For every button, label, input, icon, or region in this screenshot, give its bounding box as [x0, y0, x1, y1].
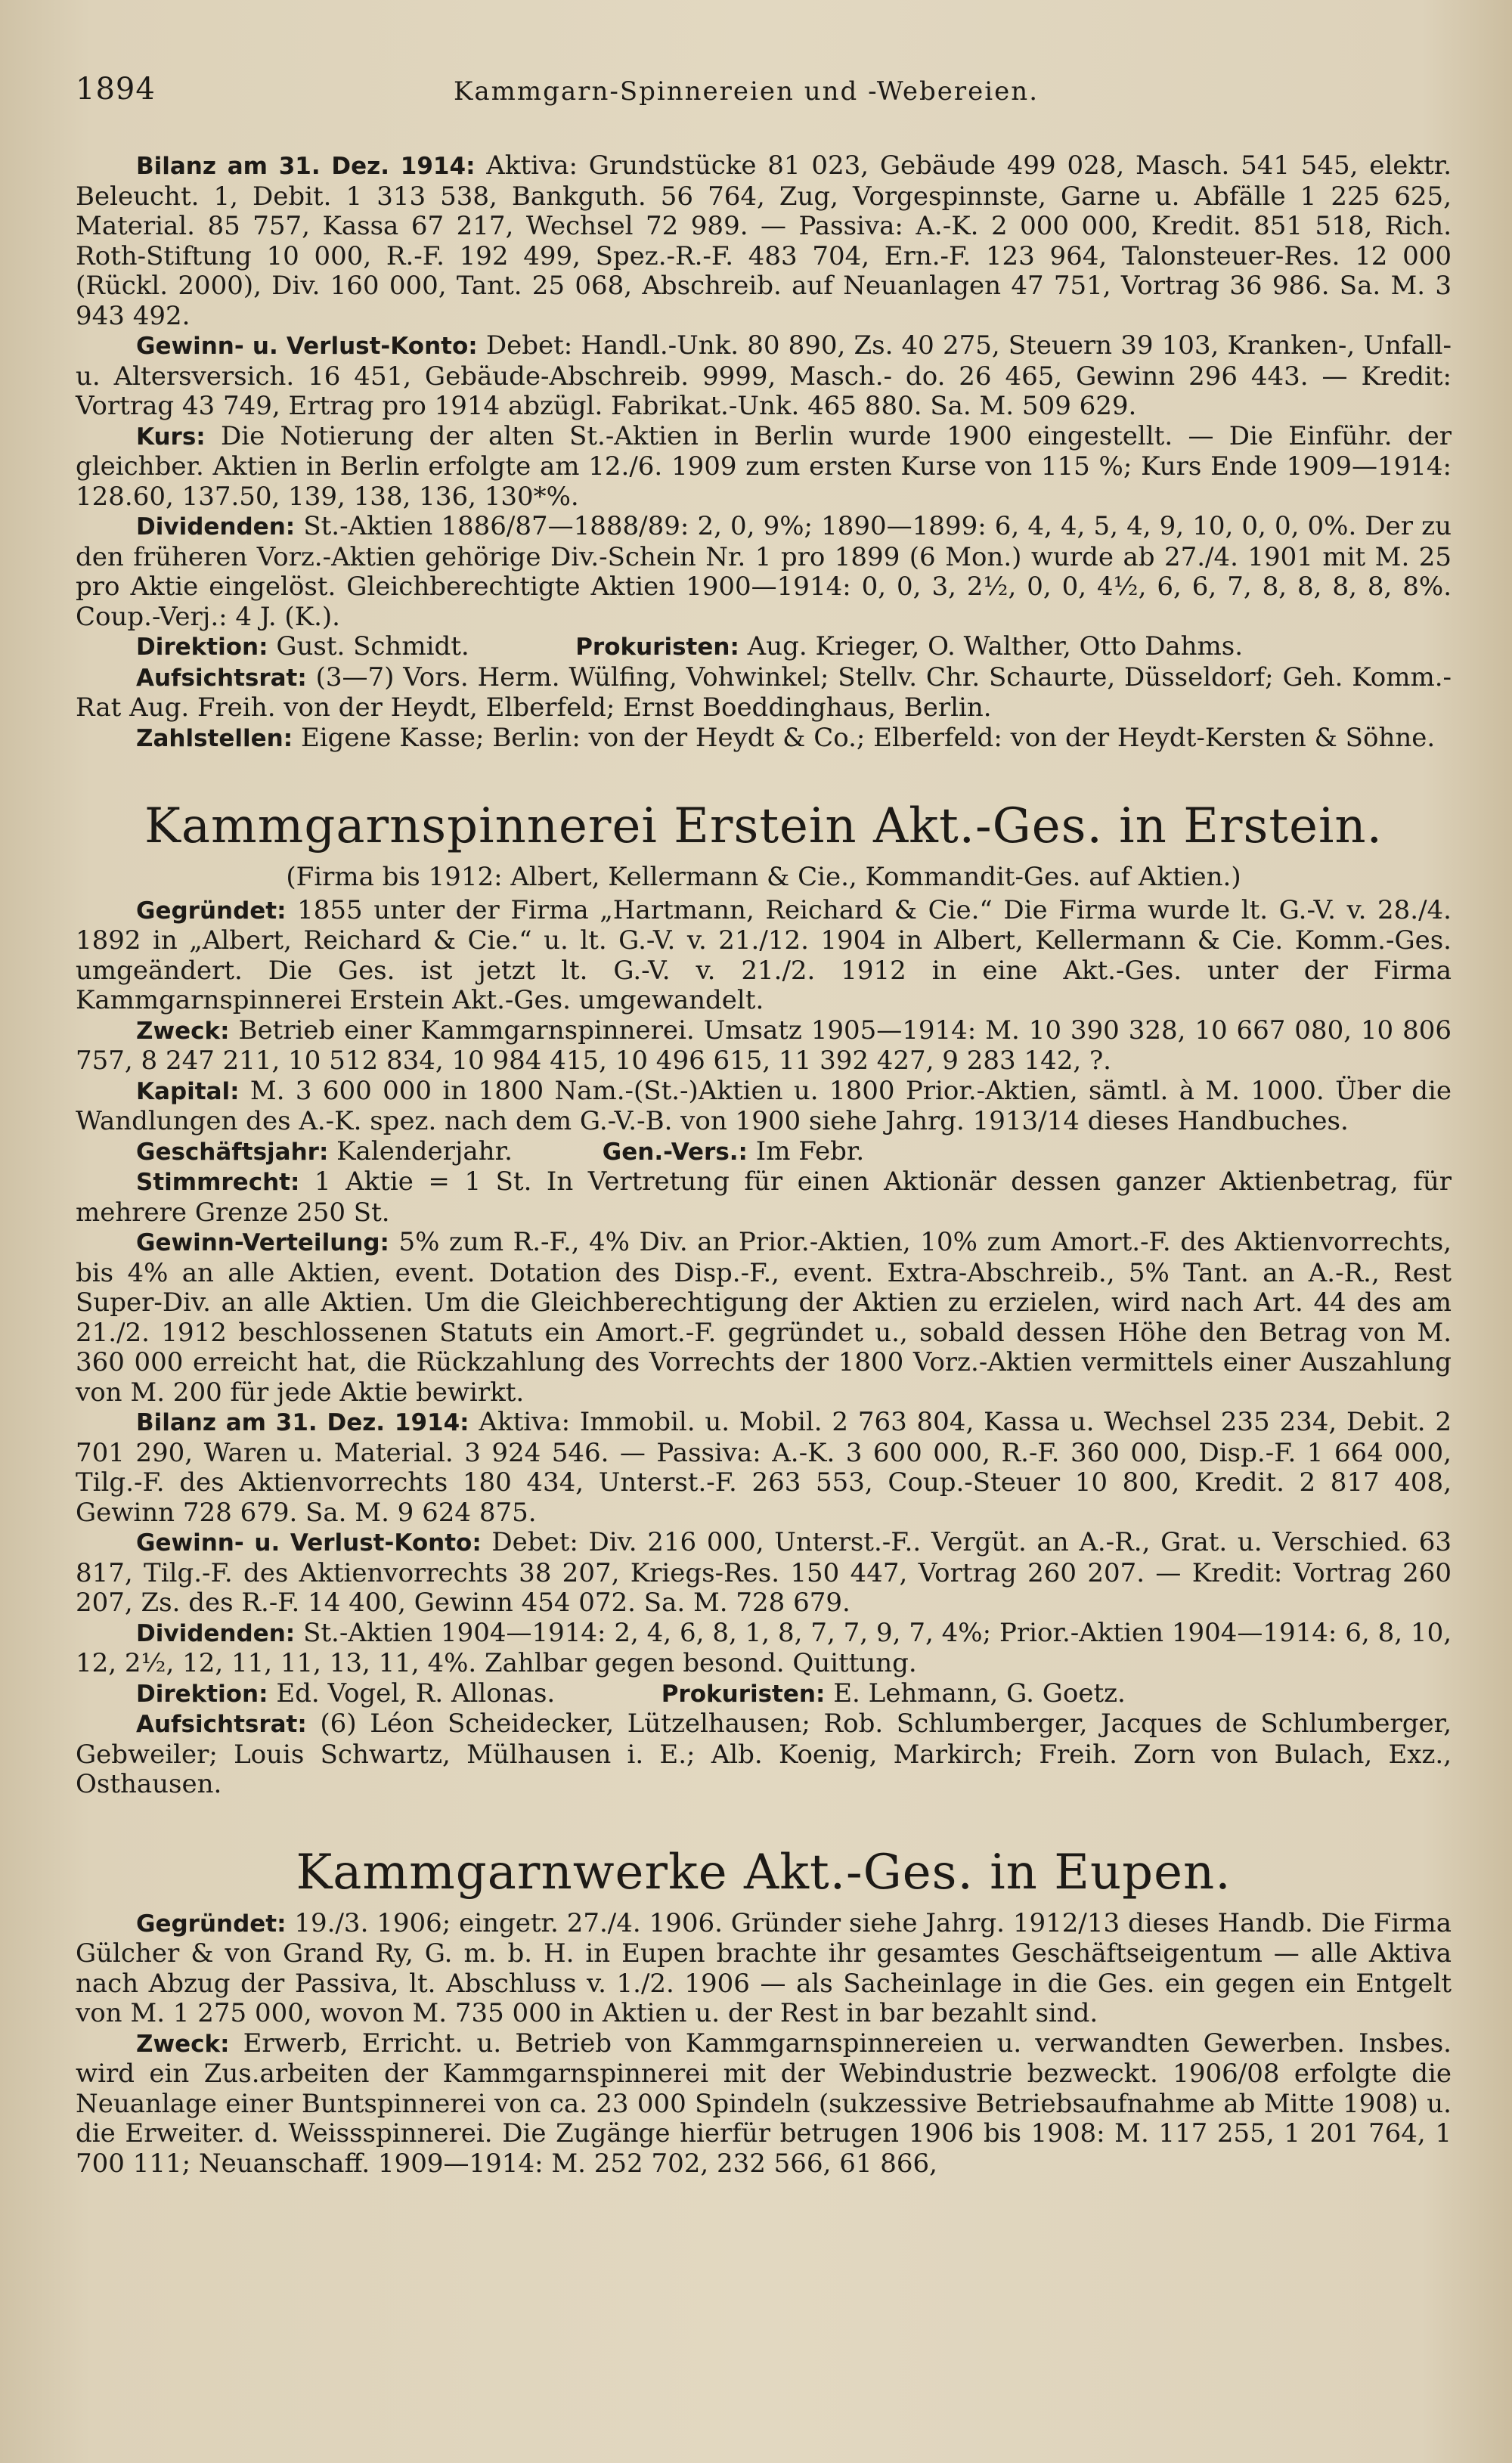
gegruendet-label: Gegründet: — [136, 897, 287, 925]
zahlstellen-paragraph — [76, 723, 1452, 754]
geschaeftsjahr-paragraph — [76, 1137, 1452, 1168]
zweck-text: Betrieb einer Kammgarnspinnerei. Umsatz 1905—1914: M. 10 390 328, 10 667 080, 10 806 757, 8 247 211, 10 512 834, 10 984 415, 10 496 615, 11 392 427, 9 283 142, ?. — [76, 1015, 1452, 1076]
direktion-erstein-paragraph — [76, 1679, 1452, 1710]
kapital-text: M. 3 600 000 in 1800 Nam.-(St.-)Aktien u. 1800 Prior.-Aktien, sämtl. à M. 1000. Über die Wandlungen des A.-K. spez. nach dem G.-V.-B. von 1900 siehe Jahrg. 1913/14 dieses Handbuches. — [76, 1075, 1452, 1136]
gewinn-verlust-erstein-label: Gewinn- u. Verlust-Konto: — [136, 1529, 482, 1557]
aufsichtsrat-erstein-label: Aufsichtsrat: — [136, 1711, 307, 1738]
company-title-eupen: Kammgarnwerke Akt.-Ges. in Eupen. — [296, 1844, 1232, 1901]
zweck-paragraph — [76, 1016, 1452, 1077]
kurs-text: Die Notierung der alten St.-Aktien in Berlin wurde 1900 eingestellt. — Die Einführ. der gleichber. Aktien in Berlin erfolgte am 12./6. 1909 zum ersten Kurse von 115 %; Kurs Ende 1909—1914: 128.60, 137.50, 139, 138, 136, 130*%. — [76, 420, 1452, 512]
page-header — [76, 72, 1452, 117]
page-content — [76, 151, 1452, 2179]
gewinn-verlust-label: Gewinn- u. Verlust-Konto: — [136, 333, 478, 360]
running-title: Kammgarn-Spinnereien und -Webereien. — [454, 76, 1039, 107]
prokuristen-text: Aug. Krieger, O. Walther, Otto Dahms. — [747, 631, 1244, 661]
prokuristen-label: Prokuristen: — [575, 634, 739, 661]
zahlstellen-label: Zahlstellen: — [136, 724, 293, 752]
direktion-erstein-text: Ed. Vogel, R. Allonas. — [276, 1678, 556, 1709]
dividenden-erstein-text: St.-Aktien 1904—1914: 2, 4, 6, 8, 1, 8, 7, 7, 9, 7, 4%; Prior.-Aktien 1904—1914: 6, 8, 10, 12, 2½, 12, 11, 11, 13, 11, 4%. Zahlbar gegen besond. Quittung. — [76, 1617, 1452, 1678]
stimmrecht-label: Stimmrecht: — [136, 1169, 300, 1196]
gewinn-verteilung-label: Gewinn-Verteilung: — [136, 1229, 389, 1256]
gewinn-verteilung-paragraph — [76, 1228, 1452, 1408]
geschaeftsjahr-label: Geschäftsjahr: — [136, 1138, 329, 1166]
dividenden-erstein-paragraph — [76, 1619, 1452, 1679]
stimmrecht-paragraph — [76, 1167, 1452, 1228]
gewinn-verlust-paragraph — [76, 331, 1452, 422]
dividenden-erstein-label: Dividenden: — [136, 1619, 296, 1647]
bilanz-text: Aktiva: Grundstücke 81 023, Gebäude 499 028, Masch. 541 545, elektr. Beleucht. 1, Debit. 1 313 538, Bankguth. 56 764, Zug, Vorgespinnste, Garne u. Abfälle 1 225 625, Material. 85 757, Kassa 67 217, Wechsel 72 989. — Passiva: A.-K. 2 000 000, Kredit. 851 518, Rich. Roth-Stiftung 10 000, R.-F. 192 499, Spez.-R.-F. 483 704, Ern.-F. 123 964, Talonsteuer-Res. 12 000 (Rückl. 2000), Div. 160 000, Tant. 25 068, Abschreib. auf Neuanlagen 47 751, Vortrag 36 986. Sa. M. 3 943 492. — [76, 150, 1452, 331]
aufsichtsrat-text: (3—7) Vors. Herm. Wülfing, Vohwinkel; Stellv. Chr. Schaurte, Düsseldorf; Geh. Komm.-Rat Aug. Freih. von der Heydt, Elberfeld; Ernst Boeddinghaus, Berlin. — [76, 661, 1452, 723]
bilanz-erstein-text: Aktiva: Immobil. u. Mobil. 2 763 804, Kassa u. Wechsel 235 234, Debit. 2 701 290, Waren u. Material. 3 924 546. — Passiva: A.-K. 3 600 000, R.-F. 360 000, Disp.-F. 1 664 000, Tilg.-F. des Aktienvorrechts 180 434, Unterst.-F. 263 553, Coup.-Steuer 10 800, Kredit. 2 817 408, Gewinn 728 679. Sa. M. 9 624 875. — [76, 1407, 1452, 1528]
prokuristen-erstein-text: E. Lehmann, G. Goetz. — [833, 1678, 1126, 1709]
zweck-eupen-label: Zweck: — [136, 2030, 230, 2058]
dividenden-label: Dividenden: — [136, 513, 296, 541]
aufsichtsrat-label: Aufsichtsrat: — [136, 664, 307, 692]
geschaeftsjahr-text: Kalenderjahr. — [336, 1135, 513, 1166]
gewinn-verlust-erstein-paragraph — [76, 1528, 1452, 1619]
bilanz-erstein-paragraph — [76, 1408, 1452, 1528]
company-subtitle-erstein: (Firma bis 1912: Albert, Kellermann & Cie., Kommandit-Ges. auf Aktien.) — [286, 862, 1241, 892]
gegruendet-paragraph — [76, 896, 1452, 1016]
genvers-text: Im Febr. — [755, 1135, 865, 1166]
direktion-paragraph — [76, 632, 1452, 663]
kurs-label: Kurs: — [136, 423, 206, 451]
dividenden-paragraph — [76, 512, 1452, 632]
gegruendet-eupen-paragraph — [76, 1909, 1452, 2029]
bilanz-erstein-label: Bilanz am 31. Dez. 1914: — [136, 1409, 469, 1436]
page-number: 1894 — [76, 72, 156, 107]
gegruendet-text: 1855 unter der Firma „Hartmann, Reichard & Cie.“ Die Firma wurde lt. G.-V. v. 28./4. 1892 in „Albert, Reichard & Cie.“ u. lt. G.-V. v. 21./12. 1904 in Albert, Kellermann & Cie. Komm.-Ges. umgeändert. Die Ges. ist jetzt lt. G.-V. v. 21./2. 1912 in eine Akt.-Ges. unter der Firma Kammgarnspinnerei Erstein Akt.-Ges. umgewandelt. — [76, 894, 1452, 1015]
aufsichtsrat-erstein-paragraph — [76, 1709, 1452, 1800]
bilanz-label: Bilanz am 31. Dez. 1914: — [136, 153, 476, 180]
zweck-eupen-paragraph — [76, 2029, 1452, 2180]
direktion-text: Gust. Schmidt. — [276, 631, 469, 661]
direktion-erstein-label: Direktion: — [136, 1680, 268, 1708]
bilanz-paragraph — [76, 151, 1452, 331]
stimmrecht-text: 1 Aktie = 1 St. In Vertretung für einen Aktionär dessen ganzer Aktienbetrag, für mehrere Grenze 250 St. — [76, 1166, 1452, 1228]
zweck-eupen-text: Erwerb, Erricht. u. Betrieb von Kammgarnspinnereien u. verwandten Gewerben. Insbes. wird ein Zus.arbeiten der Kammgarnspinnerei mit der Webindustrie bezweckt. 1906/08 erfolgte die Neuanlage einer Buntspinnerei von ca. 23 000 Spindeln (sukzessive Betriebsaufnahme ab Mitte 1908) u. die Erweiter. d. Weissspinnerei. Die Zugänge hierfür betrugen 1906 bis 1908: M. 117 255, 1 201 764, 1 700 111; Neuanschaff. 1909—1914: M. 252 702, 232 566, 61 866, — [76, 2028, 1452, 2179]
dividenden-text: St.-Aktien 1886/87—1888/89: 2, 0, 9%; 1890—1899: 6, 4, 4, 5, 4, 9, 10, 0, 0, 0%. Der zu den früheren Vorz.-Aktien gehörige Div.-Schein Nr. 1 pro 1899 (6 Mon.) wurde ab 27./4. 1901 mit M. 25 pro Aktie eingelöst. Gleichberechtigte Aktien 1900—1914: 0, 0, 3, 2½, 0, 0, 4½, 6, 6, 7, 8, 8, 8, 8, 8%. Coup.-Verj.: 4 J. (K.). — [76, 511, 1452, 632]
gewinn-verlust-erstein-text: Debet: Div. 216 000, Unterst.-F.. Vergüt. an A.-R., Grat. u. Verschied. 63 817, Tilg.-F. des Aktienvorrechts 38 207, Kriegs-Res. 150 447, Vortrag 260 207. — Kredit: Vortrag 260 207, Zs. des R.-F. 14 400, Gewinn 454 072. Sa. M. 728 679. — [76, 1527, 1452, 1618]
company-title-erstein: Kammgarnspinnerei Erstein Akt.-Ges. in Erstein. — [144, 798, 1383, 854]
aufsichtsrat-paragraph — [76, 663, 1452, 723]
gegruendet-eupen-label: Gegründet: — [136, 1910, 287, 1938]
genvers-label: Gen.-Vers.: — [602, 1138, 748, 1166]
gegruendet-eupen-text: 19./3. 1906; eingetr. 27./4. 1906. Gründer siehe Jahrg. 1912/13 dieses Handb. Die Firma Gülcher & von Grand Ry, G. m. b. H. in Eupen brachte ihr gesamtes Geschäftseigentum — alle Aktiva nach Abzug der Passiva, lt. Abschluss v. 1./2. 1906 — als Sacheinlage in die Ges. ein gegen ein Entgelt von M. 1 275 000, wovon M. 735 000 in Aktien u. der Rest in bar bezahlt sind. — [76, 1907, 1452, 2028]
prokuristen-erstein-label: Prokuristen: — [661, 1680, 826, 1708]
kapital-paragraph — [76, 1077, 1452, 1137]
kapital-label: Kapital: — [136, 1077, 240, 1105]
aufsichtsrat-erstein-text: (6) Léon Scheidecker, Lützelhausen; Rob. Schlumberger, Jacques de Schlumberger, Gebweiler; Louis Schwartz, Mülhausen i. E.; Alb. Koenig, Markirch; Freih. Zorn von Bulach, Exz., Osthausen. — [76, 1709, 1452, 1799]
kurs-paragraph — [76, 422, 1452, 513]
zweck-label: Zweck: — [136, 1017, 230, 1045]
gewinn-verlust-text: Debet: Handl.-Unk. 80 890, Zs. 40 275, Steuern 39 103, Kranken-, Unfall- u. Altersversich. 16 451, Gebäude-Abschreib. 9999, Masch.- do. 26 465, Gewinn 296 443. — Kredit: Vortrag 43 749, Ertrag pro 1914 abzügl. Fabrikat.-Unk. 465 880. Sa. M. 509 629. — [76, 330, 1452, 421]
gewinn-verteilung-text: 5% zum R.-F., 4% Div. an Prior.-Aktien, 10% zum Amort.-F. des Aktienvorrechts, bis 4% an alle Aktien, event. Dotation des Disp.-F., event. Extra-Abschreib., 5% Tant. an A.-R., Rest Super-Div. an alle Aktien. Um die Gleichberechtigung der Aktien zu erzielen, wird nach Art. 44 des am 21./2. 1912 beschlossenen Statuts ein Amort.-F. gegründet u., sobald dessen Höhe den Betrag von M. 360 000 erreicht hat, die Rückzahlung des Vorrechts der 1800 Vorz.-Aktien vermittels einer Auszahlung von M. 200 für jede Aktie bewirkt. — [76, 1227, 1452, 1408]
zahlstellen-text: Eigene Kasse; Berlin: von der Heydt & Co.; Elberfeld: von der Heydt-Kersten & Söhne. — [300, 722, 1436, 753]
direktion-label: Direktion: — [136, 634, 268, 661]
